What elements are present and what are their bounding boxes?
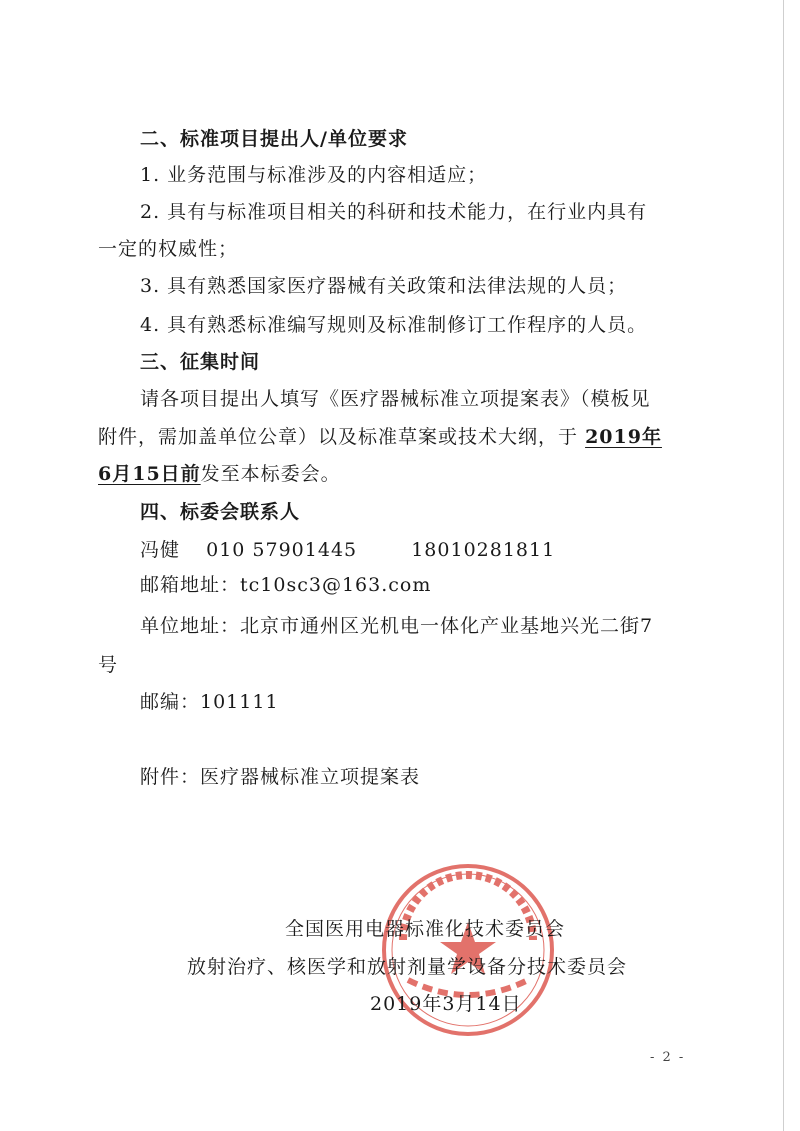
contact-name: 冯健 — [140, 539, 181, 561]
deadline-year: 2019年 — [585, 426, 662, 448]
section2-item4: 4. 具有熟悉标准编写规则及标准制修订工作程序的人员。 — [140, 314, 648, 336]
section3-heading: 三、征集时间 — [140, 351, 261, 373]
address-line1: 单位地址：北京市通州区光机电一体化产业基地兴光二街7 — [140, 615, 654, 637]
contact-phone1: 010 57901445 — [206, 539, 358, 561]
section3-para-line3-text: 发至本标委会。 — [200, 463, 341, 485]
section2-item2-line2: 一定的权威性； — [98, 238, 239, 260]
section4-heading: 四、标委会联系人 — [140, 501, 301, 523]
section2-item3: 3. 具有熟悉国家医疗器械有关政策和法律法规的人员； — [140, 275, 628, 297]
email-label: 邮箱地址： — [140, 574, 241, 596]
section3-para-line2 — [98, 425, 662, 449]
section2-item1: 1. 业务范围与标准涉及的内容相适应； — [140, 164, 488, 186]
contact-phone2: 18010281811 — [411, 539, 556, 561]
section2-item2-line1: 2. 具有与标准项目相关的科研和技术能力，在行业内具有 — [140, 201, 648, 223]
section3-para-line3 — [98, 462, 341, 486]
deadline-date: 6月15日前 — [98, 463, 201, 485]
page-number: - 2 - — [650, 1050, 686, 1065]
email-line — [140, 573, 431, 597]
section3-para-line2-text: 附件，需加盖单位公章）以及标准草案或技术大纲，于 — [98, 426, 579, 448]
signature-org1: 全国医用电器标准化技术委员会 — [285, 918, 566, 940]
address-line2: 号 — [98, 654, 119, 676]
postcode-line: 邮编：101111 — [140, 691, 279, 713]
page-edge — [783, 0, 784, 1131]
attachment-line: 附件：医疗器械标准立项提案表 — [140, 766, 421, 788]
email-address: tc10sc3@163.com — [240, 574, 432, 596]
contact-line — [140, 538, 555, 562]
section3-para-line1: 请各项目提出人填写《医疗器械标准立项提案表》（模板见 — [140, 388, 651, 410]
signature-org2: 放射治疗、核医学和放射剂量学设备分技术委员会 — [187, 956, 628, 978]
signature-date: 2019年3月14日 — [370, 993, 522, 1015]
section2-heading: 二、标准项目提出人/单位要求 — [140, 128, 408, 150]
